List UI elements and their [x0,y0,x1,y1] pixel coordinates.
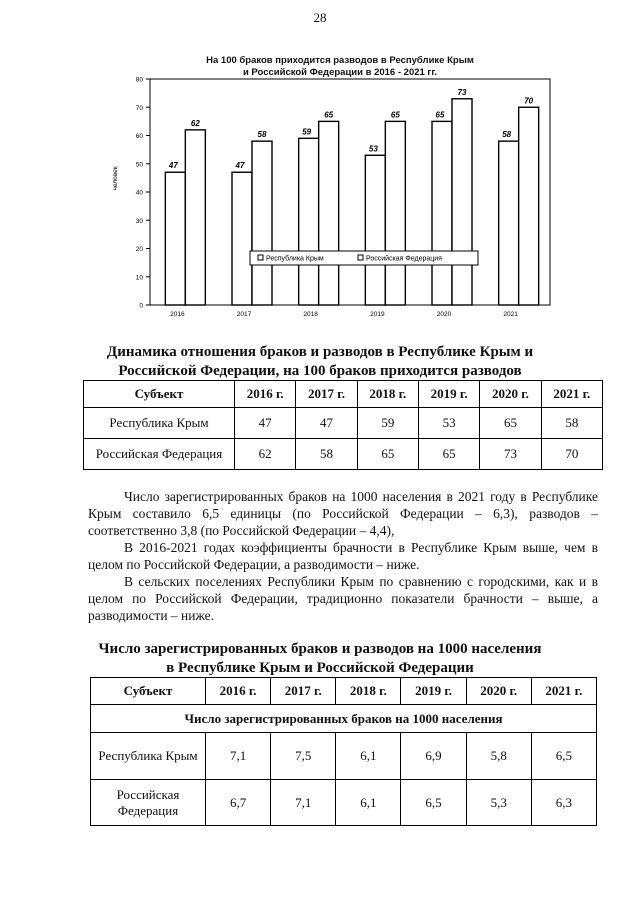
y-tick-label: 10 [135,274,143,282]
section-cell: Число зарегистрированных браков на 1000 населения [91,705,597,733]
y-tick-label: 50 [135,161,143,169]
table-cell: 70 [541,439,602,470]
table-cell: 58 [541,408,602,439]
table-cell: 5,3 [466,780,531,826]
bar-crimea [165,172,185,305]
table-cell: 7,5 [271,733,336,780]
body-text [88,488,598,624]
table-row [84,408,603,439]
legend-item-crimea-swatch [258,255,263,260]
table-cell: 6,9 [401,733,466,780]
header-cell: 2017 г. [296,381,357,408]
bar-crimea [365,155,385,305]
table1-heading [60,343,580,381]
table-cell: 59 [357,408,418,439]
data-label-crimea: 47 [235,161,245,171]
table-cell: 65 [418,439,479,470]
header-cell: 2017 г. [271,678,336,705]
data-label-russia: 65 [324,110,334,120]
table2-heading-line-2: в Республике Крым и Российской Федерации [166,660,474,676]
table-cell: 53 [418,408,479,439]
table-cell: 6,1 [336,733,401,780]
header-cell: 2020 г. [480,381,541,408]
table-header-row [84,381,603,408]
legend-item-russia-label: Российская Федерация [366,255,442,263]
y-tick-label: 60 [135,133,143,140]
table-cell: 6,3 [531,780,596,826]
table1-heading-line-2: Российской Федерации, на 100 браков приходится разводов [118,363,522,379]
header-cell: 2021 г. [541,381,602,408]
header-cell: Субъект [91,678,206,705]
header-cell: Субъект [84,381,235,408]
table-cell: 7,1 [271,780,336,826]
y-tick-label: 40 [135,189,143,197]
header-cell: 2016 г. [235,381,296,408]
table-row [84,439,603,470]
y-tick-label: 80 [135,76,143,84]
bar-crimea [499,141,519,305]
y-tick-label: 20 [135,246,143,253]
header-cell: 2021 г. [531,678,596,705]
data-label-russia: 62 [190,118,200,128]
paragraph: Число зарегистрированных браков на 1000 населения в 2021 году в Республике Крым составило 6,5 единицы (по Российской Федерации – 6,3), разводов – соответственно 3,8 (по Российской Федерации – 4,4), [88,489,598,538]
chart-title-line-2: и Российской Федерации в 2016 - 2021 гг. [242,67,438,78]
bar-crimea [299,138,319,305]
x-tick-label: 2019 [370,311,385,318]
data-label-russia: 65 [390,110,400,120]
table-cell: 47 [296,408,357,439]
x-tick-label: 2016 [170,311,185,318]
row-label: Российская Федерация [84,439,235,470]
bar-crimea [432,121,452,305]
data-label-crimea: 58 [502,130,512,140]
rates-table [90,677,597,826]
paragraph: В сельских поселениях Республики Крым по сравнению с городскими, как и в целом по Российской Федерации, традиционно показатели брачности – выше, а разводимости – ниже. [88,574,598,623]
bar-russia [452,99,472,305]
legend-item-crimea-label: Республика Крым [266,255,324,263]
table-row [91,733,597,780]
table-cell: 6,5 [401,780,466,826]
data-label-crimea: 53 [368,144,378,154]
data-label-crimea: 47 [168,161,178,171]
chart-title-line-1: На 100 браков приходится разводов в Республике Крым [206,55,474,66]
divorce-chart [100,55,580,325]
header-cell: 2019 г. [401,678,466,705]
page-number: 28 [313,10,327,25]
ratio-table [83,380,603,470]
table-cell: 73 [480,439,541,470]
table1-heading-line-1: Динамика отношения браков и разводов в Республике Крым и [106,344,534,360]
row-label: Республика Крым [91,733,206,780]
header-cell: 2018 г. [336,678,401,705]
data-label-russia: 58 [257,130,267,140]
row-label: Республика Крым [84,408,235,439]
bar-russia [319,121,339,305]
header-cell: 2018 г. [357,381,418,408]
table2-heading-line-1: Число зарегистрированных браков и разводов на 1000 населения [98,641,542,657]
legend-item-russia-swatch [358,255,363,260]
table-cell: 58 [296,439,357,470]
y-tick-label: 70 [135,104,143,112]
table-cell: 65 [480,408,541,439]
table-cell: 62 [235,439,296,470]
bar-russia [252,141,272,305]
x-tick-label: 2021 [503,311,518,318]
data-label-russia: 70 [524,96,534,106]
header-cell: 2019 г. [418,381,479,408]
chart-plot [100,55,580,325]
table-cell: 6,5 [531,733,596,780]
bar-russia [385,121,405,305]
y-tick-label: 0 [139,302,143,310]
bar-russia [185,130,205,305]
row-label: Российская Федерация [91,780,206,826]
table2-heading [60,640,580,678]
table-cell: 65 [357,439,418,470]
x-tick-label: 2018 [303,311,318,318]
data-label-crimea: 65 [435,110,445,120]
plot-area [150,79,550,305]
bar-russia [519,107,539,305]
y-axis-label: человек [112,166,119,191]
header-cell: 2016 г. [206,678,271,705]
bar-crimea [232,172,252,305]
header-cell: 2020 г. [466,678,531,705]
x-tick-label: 2017 [236,311,252,318]
paragraph: В 2016-2021 годах коэффициенты брачности в Республике Крым выше, чем в целом по Российской Федерации, а разводимости – ниже. [88,540,598,572]
table-cell: 6,7 [206,780,271,826]
table-row [91,780,597,826]
section-row [91,705,597,733]
x-tick-label: 2020 [436,311,452,318]
table-cell: 47 [235,408,296,439]
table-cell: 6,1 [336,780,401,826]
data-label-crimea: 59 [302,127,312,137]
table-cell: 7,1 [206,733,271,780]
table-cell: 5,8 [466,733,531,780]
data-label-russia: 73 [457,87,467,97]
y-tick-label: 30 [135,217,143,225]
table-header-row [91,678,597,705]
